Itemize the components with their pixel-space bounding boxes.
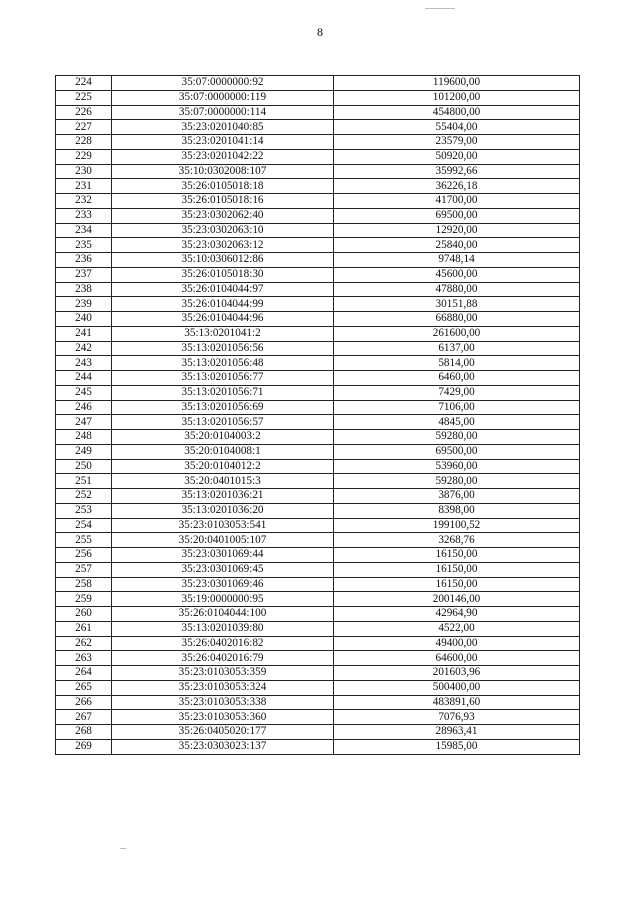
table-row: [56, 371, 580, 386]
table-row: [56, 503, 580, 518]
cadastral-number-cell: 35:26:0105018:18: [112, 179, 334, 194]
table-row: [56, 312, 580, 327]
cadastral-number-cell: 35:23:0103053:360: [112, 710, 334, 725]
amount-cell: 36226,18: [334, 179, 580, 194]
row-number-cell: 258: [56, 577, 112, 592]
row-number-cell: 263: [56, 651, 112, 666]
scan-artifact-top: [425, 8, 455, 9]
cadastral-number-cell: 35:20:0104008:1: [112, 444, 334, 459]
table-row: [56, 356, 580, 371]
row-number-cell: 236: [56, 253, 112, 268]
table-row: [56, 326, 580, 341]
cadastral-number-cell: 35:23:0201042:22: [112, 149, 334, 164]
cadastral-number-cell: 35:23:0201040:85: [112, 120, 334, 135]
amount-cell: 41700,00: [334, 194, 580, 209]
table-row: [56, 562, 580, 577]
amount-cell: 42964,90: [334, 607, 580, 622]
amount-cell: 69500,00: [334, 444, 580, 459]
row-number-cell: 259: [56, 592, 112, 607]
cadastral-number-cell: 35:10:0306012:86: [112, 253, 334, 268]
cadastral-number-cell: 35:13:0201056:77: [112, 371, 334, 386]
table-row: [56, 533, 580, 548]
cadastral-number-cell: 35:13:0201056:56: [112, 341, 334, 356]
table-row: [56, 179, 580, 194]
registry-table: [55, 75, 580, 755]
amount-cell: 500400,00: [334, 680, 580, 695]
table-row: [56, 710, 580, 725]
table-row: [56, 267, 580, 282]
table-row: [56, 282, 580, 297]
row-number-cell: 232: [56, 194, 112, 209]
cadastral-number-cell: 35:20:0104012:2: [112, 459, 334, 474]
cadastral-number-cell: 35:20:0401005:107: [112, 533, 334, 548]
cadastral-number-cell: 35:10:0302008:107: [112, 164, 334, 179]
amount-cell: 4522,00: [334, 621, 580, 636]
amount-cell: 3876,00: [334, 489, 580, 504]
amount-cell: 200146,00: [334, 592, 580, 607]
row-number-cell: 227: [56, 120, 112, 135]
table-row: [56, 135, 580, 150]
cadastral-number-cell: 35:26:0104044:97: [112, 282, 334, 297]
amount-cell: 15985,00: [334, 739, 580, 754]
amount-cell: 454800,00: [334, 105, 580, 120]
cadastral-number-cell: 35:23:0103053:359: [112, 666, 334, 681]
row-number-cell: 252: [56, 489, 112, 504]
row-number-cell: 266: [56, 695, 112, 710]
row-number-cell: 224: [56, 76, 112, 91]
amount-cell: 35992,66: [334, 164, 580, 179]
amount-cell: 101200,00: [334, 90, 580, 105]
row-number-cell: 247: [56, 415, 112, 430]
cadastral-number-cell: 35:26:0405020:177: [112, 725, 334, 740]
amount-cell: 59280,00: [334, 430, 580, 445]
amount-cell: 16150,00: [334, 562, 580, 577]
amount-cell: 25840,00: [334, 238, 580, 253]
amount-cell: 9748,14: [334, 253, 580, 268]
table-row: [56, 474, 580, 489]
table-row: [56, 430, 580, 445]
cadastral-number-cell: 35:26:0104044:99: [112, 297, 334, 312]
cadastral-number-cell: 35:26:0104044:100: [112, 607, 334, 622]
amount-cell: 119600,00: [334, 76, 580, 91]
table-row: [56, 518, 580, 533]
row-number-cell: 234: [56, 223, 112, 238]
amount-cell: 59280,00: [334, 474, 580, 489]
row-number-cell: 231: [56, 179, 112, 194]
table-row: [56, 400, 580, 415]
table-row: [56, 636, 580, 651]
table-row: [56, 76, 580, 91]
row-number-cell: 246: [56, 400, 112, 415]
amount-cell: 23579,00: [334, 135, 580, 150]
cadastral-number-cell: 35:07:0000000:92: [112, 76, 334, 91]
row-number-cell: 228: [56, 135, 112, 150]
amount-cell: 69500,00: [334, 208, 580, 223]
amount-cell: 199100,52: [334, 518, 580, 533]
row-number-cell: 238: [56, 282, 112, 297]
row-number-cell: 242: [56, 341, 112, 356]
row-number-cell: 251: [56, 474, 112, 489]
row-number-cell: 230: [56, 164, 112, 179]
amount-cell: 45600,00: [334, 267, 580, 282]
cadastral-number-cell: 35:13:0201056:48: [112, 356, 334, 371]
row-number-cell: 226: [56, 105, 112, 120]
cadastral-number-cell: 35:26:0104044:96: [112, 312, 334, 327]
amount-cell: 6460,00: [334, 371, 580, 386]
table-row: [56, 253, 580, 268]
table-row: [56, 607, 580, 622]
row-number-cell: 265: [56, 680, 112, 695]
amount-cell: 5814,00: [334, 356, 580, 371]
table-row: [56, 725, 580, 740]
cadastral-number-cell: 35:23:0301069:45: [112, 562, 334, 577]
cadastral-number-cell: 35:07:0000000:114: [112, 105, 334, 120]
row-number-cell: 229: [56, 149, 112, 164]
table-row: [56, 577, 580, 592]
table-row: [56, 90, 580, 105]
amount-cell: 3268,76: [334, 533, 580, 548]
row-number-cell: 225: [56, 90, 112, 105]
cadastral-number-cell: 35:20:0104003:2: [112, 430, 334, 445]
amount-cell: 4845,00: [334, 415, 580, 430]
registry-table-body: [56, 76, 580, 755]
table-row: [56, 341, 580, 356]
page-number: 8: [317, 25, 323, 39]
cadastral-number-cell: 35:23:0301069:46: [112, 577, 334, 592]
row-number-cell: 267: [56, 710, 112, 725]
row-number-cell: 239: [56, 297, 112, 312]
table-row: [56, 223, 580, 238]
amount-cell: 47880,00: [334, 282, 580, 297]
cadastral-number-cell: 35:13:0201056:69: [112, 400, 334, 415]
cadastral-number-cell: 35:23:0302063:10: [112, 223, 334, 238]
cadastral-number-cell: 35:13:0201056:71: [112, 385, 334, 400]
amount-cell: 7429,00: [334, 385, 580, 400]
row-number-cell: 261: [56, 621, 112, 636]
table-row: [56, 592, 580, 607]
row-number-cell: 262: [56, 636, 112, 651]
row-number-cell: 243: [56, 356, 112, 371]
cadastral-number-cell: 35:13:0201036:20: [112, 503, 334, 518]
cadastral-number-cell: 35:23:0103053:338: [112, 695, 334, 710]
row-number-cell: 254: [56, 518, 112, 533]
table-row: [56, 149, 580, 164]
amount-cell: 50920,00: [334, 149, 580, 164]
row-number-cell: 257: [56, 562, 112, 577]
cadastral-number-cell: 35:26:0105018:16: [112, 194, 334, 209]
row-number-cell: 233: [56, 208, 112, 223]
table-row: [56, 385, 580, 400]
row-number-cell: 268: [56, 725, 112, 740]
cadastral-number-cell: 35:23:0302063:12: [112, 238, 334, 253]
amount-cell: 201603,96: [334, 666, 580, 681]
amount-cell: 12920,00: [334, 223, 580, 238]
cadastral-number-cell: 35:13:0201039:80: [112, 621, 334, 636]
amount-cell: 16150,00: [334, 577, 580, 592]
amount-cell: 64600,00: [334, 651, 580, 666]
row-number-cell: 256: [56, 548, 112, 563]
amount-cell: 30151,88: [334, 297, 580, 312]
row-number-cell: 245: [56, 385, 112, 400]
cadastral-number-cell: 35:23:0303023:137: [112, 739, 334, 754]
row-number-cell: 253: [56, 503, 112, 518]
cadastral-number-cell: 35:23:0103053:541: [112, 518, 334, 533]
amount-cell: 16150,00: [334, 548, 580, 563]
table-row: [56, 238, 580, 253]
row-number-cell: 260: [56, 607, 112, 622]
amount-cell: 53960,00: [334, 459, 580, 474]
amount-cell: 55404,00: [334, 120, 580, 135]
row-number-cell: 250: [56, 459, 112, 474]
row-number-cell: 248: [56, 430, 112, 445]
amount-cell: 49400,00: [334, 636, 580, 651]
row-number-cell: 241: [56, 326, 112, 341]
table-row: [56, 105, 580, 120]
table-row: [56, 680, 580, 695]
row-number-cell: 237: [56, 267, 112, 282]
table-row: [56, 415, 580, 430]
table-row: [56, 297, 580, 312]
scan-artifact-bottom: [120, 848, 126, 849]
amount-cell: 261600,00: [334, 326, 580, 341]
cadastral-number-cell: 35:13:0201041:2: [112, 326, 334, 341]
table-row: [56, 666, 580, 681]
cadastral-number-cell: 35:07:0000000:119: [112, 90, 334, 105]
amount-cell: 66880,00: [334, 312, 580, 327]
cadastral-number-cell: 35:26:0402016:82: [112, 636, 334, 651]
amount-cell: 7106,00: [334, 400, 580, 415]
cadastral-number-cell: 35:26:0105018:30: [112, 267, 334, 282]
cadastral-number-cell: 35:23:0103053:324: [112, 680, 334, 695]
cadastral-number-cell: 35:23:0302062:40: [112, 208, 334, 223]
table-row: [56, 695, 580, 710]
table-row: [56, 194, 580, 209]
cadastral-number-cell: 35:13:0201036:21: [112, 489, 334, 504]
table-row: [56, 208, 580, 223]
table-row: [56, 444, 580, 459]
row-number-cell: 269: [56, 739, 112, 754]
table-row: [56, 548, 580, 563]
cadastral-number-cell: 35:26:0402016:79: [112, 651, 334, 666]
table-row: [56, 651, 580, 666]
row-number-cell: 244: [56, 371, 112, 386]
table-row: [56, 489, 580, 504]
amount-cell: 6137,00: [334, 341, 580, 356]
cadastral-number-cell: 35:23:0301069:44: [112, 548, 334, 563]
row-number-cell: 240: [56, 312, 112, 327]
amount-cell: 28963,41: [334, 725, 580, 740]
cadastral-number-cell: 35:20:0401015:3: [112, 474, 334, 489]
cadastral-number-cell: 35:23:0201041:14: [112, 135, 334, 150]
amount-cell: 8398,00: [334, 503, 580, 518]
row-number-cell: 255: [56, 533, 112, 548]
cadastral-number-cell: 35:19:0000000:95: [112, 592, 334, 607]
row-number-cell: 235: [56, 238, 112, 253]
table-row: [56, 739, 580, 754]
amount-cell: 7076,93: [334, 710, 580, 725]
table-row: [56, 621, 580, 636]
row-number-cell: 264: [56, 666, 112, 681]
table-row: [56, 459, 580, 474]
row-number-cell: 249: [56, 444, 112, 459]
amount-cell: 483891,60: [334, 695, 580, 710]
cadastral-number-cell: 35:13:0201056:57: [112, 415, 334, 430]
table-row: [56, 164, 580, 179]
table-row: [56, 120, 580, 135]
